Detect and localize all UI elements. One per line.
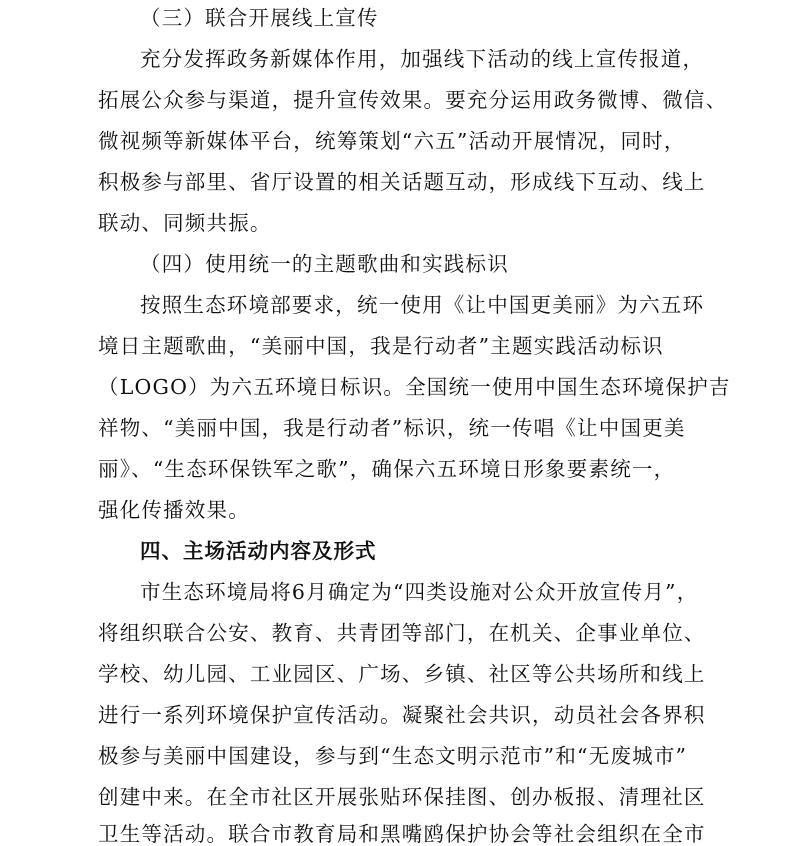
paragraph-line: 充分发挥政务新媒体作用，加强线下活动的线上宣传报道， [140, 47, 705, 71]
paragraph-line: 强化传播效果。 [98, 498, 250, 522]
paragraph-line: 学校、幼儿园、工业园区、广场、乡镇、社区等公共场所和线上 [98, 662, 706, 686]
section-heading-main-activities: 四、主场活动内容及形式 [140, 539, 377, 563]
paragraph-line: 拓展公众参与渠道，提升宣传效果。要充分运用政务微博、微信、 [98, 88, 728, 112]
paragraph-line: 微视频等新媒体平台，统筹策划“六五”活动开展情况，同时， [98, 129, 686, 153]
paragraph-line: （LOGO）为六五环境日标识。全国统一使用中国生态环境保护吉 [98, 375, 731, 399]
paragraph-line: 联动、同频共振。 [98, 211, 272, 235]
paragraph-line: 市生态环境局将6月确定为“四类设施对公众开放宣传月”， [140, 580, 699, 604]
paragraph-line: 积极参与部里、省厅设置的相关话题互动，形成线下互动、线上 [98, 170, 706, 194]
paragraph-line: 进行一系列环境保护宣传活动。凝聚社会共识，动员社会各界积 [98, 703, 706, 727]
paragraph-line: 极参与美丽中国建设，参与到“生态文明示范市”和“无废城市” [98, 744, 688, 768]
subheading-theme-song: （四）使用统一的主题歌曲和实践标识 [140, 252, 509, 276]
paragraph-line: 祥物、“美丽中国，我是行动者”标识，统一传唱《让中国更美 [98, 416, 686, 440]
paragraph-line: 丽》、“生态环保铁军之歌”，确保六五环境日形象要素统一， [98, 457, 676, 481]
paragraph-line: 创建中来。在全市社区开展张贴环保挂图、创办板报、清理社区 [98, 785, 706, 809]
paragraph-line: 按照生态环境部要求，统一使用《让中国更美丽》为六五环 [140, 293, 705, 317]
subheading-online-publicity: （三）联合开展线上宣传 [140, 6, 379, 30]
paragraph-line: 境日主题歌曲，“美丽中国，我是行动者”主题实践活动标识 [98, 334, 664, 358]
paragraph-line: 卫生等活动。联合市教育局和黑嘴鸥保护协会等社会组织在全市 [98, 822, 706, 846]
paragraph-line: 将组织联合公安、教育、共青团等部门，在机关、企事业单位、 [98, 621, 706, 645]
